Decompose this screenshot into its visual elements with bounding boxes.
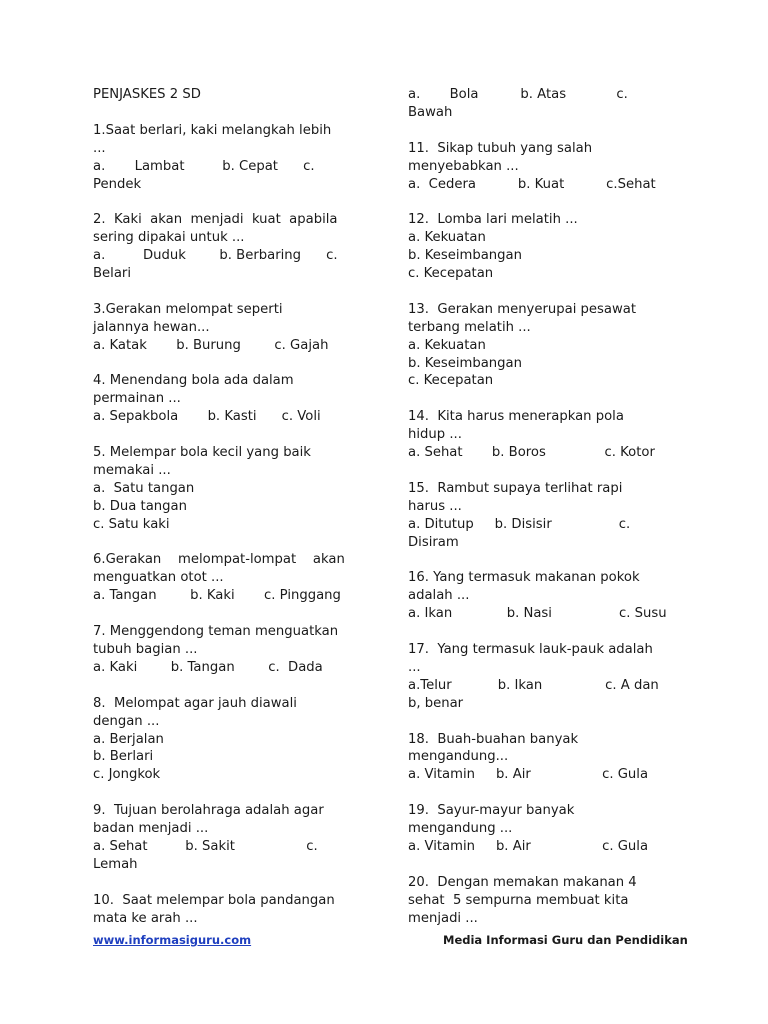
question-line: a. Ikan b. Nasi c. Susu [408, 606, 667, 622]
question-line: permainan ... [93, 391, 181, 407]
question-line: 7. Menggendong teman menguatkan [93, 624, 339, 640]
question-line: ... [408, 659, 421, 675]
question-line: badan menjadi ... [93, 821, 209, 837]
question-line: 19. Sayur-mayur banyak [408, 803, 575, 819]
question-line: 4. Menendang bola ada dalam [93, 373, 294, 389]
question-block [408, 569, 678, 623]
question-line: c. Kecepatan [408, 266, 494, 282]
left-column [93, 86, 363, 927]
question-line: 5. Melempar bola kecil yang baik [93, 445, 311, 461]
question-line: a. Lambat b. Cepat c. [93, 158, 315, 174]
question-line: a. Sehat b. Boros c. Kotor [408, 445, 655, 461]
question-line: b. Keseimbangan [408, 355, 522, 371]
question-line: menjadi ... [408, 910, 478, 926]
left-questions [93, 122, 363, 928]
question-line: 11. Sikap tubuh yang salah [408, 140, 593, 156]
question-line: a. Ditutup b. Disisir c. [408, 516, 631, 532]
question-line: a. Vitamin b. Air c. Gula [408, 838, 649, 854]
footer-tagline: Media Informasi Guru dan Pendidikan [443, 933, 688, 947]
question-block [408, 301, 678, 391]
question-line: a. Tangan b. Kaki c. Pinggang [93, 588, 341, 604]
question-line: a. Kaki b. Tangan c. Dada [93, 659, 323, 675]
question-line: terbang melatih ... [408, 319, 531, 335]
question-line: 15. Rambut supaya terlihat rapi [408, 480, 623, 496]
question-line: c. Jongkok [93, 767, 161, 783]
question-line: Lemah [93, 856, 138, 872]
right-questions [408, 86, 678, 927]
question-block [93, 695, 363, 785]
question-line: 6.Gerakan melompat-lompat akan [93, 552, 345, 568]
question-block [93, 623, 363, 677]
question-block [93, 372, 363, 426]
question-line: a. Duduk b. Berbaring c. [93, 248, 338, 264]
question-line: menyebabkan ... [408, 158, 519, 174]
question-line: a.Telur b. Ikan c. A dan [408, 677, 659, 693]
question-block [408, 211, 678, 283]
question-line: 9. Tujuan berolahraga adalah agar [93, 803, 324, 819]
question-line: 18. Buah-buahan banyak [408, 731, 579, 747]
question-line: mata ke arah ... [93, 910, 198, 926]
question-block [93, 122, 363, 194]
question-line: tubuh bagian ... [93, 641, 198, 657]
question-line: sering dipakai untuk ... [93, 230, 245, 246]
question-line: 12. Lomba lari melatih ... [408, 212, 578, 228]
question-line: Pendek [93, 176, 142, 192]
question-line: Disiram [408, 534, 459, 550]
page-title: PENJASKES 2 SD [93, 87, 201, 102]
question-line: mengandung... [408, 749, 509, 765]
question-block [408, 140, 678, 194]
question-line: jalannya hewan... [93, 319, 210, 335]
question-block [93, 211, 363, 283]
question-line: hidup ... [408, 427, 462, 443]
question-line: b. Dua tangan [93, 498, 187, 514]
question-line: 14. Kita harus menerapkan pola [408, 409, 624, 425]
question-line: 8. Melompat agar jauh diawali [93, 695, 297, 711]
question-line: harus ... [408, 498, 462, 514]
question-line: Bawah [408, 104, 453, 120]
question-line: a. Vitamin b. Air c. Gula [408, 767, 649, 783]
question-block [408, 408, 678, 462]
question-line: a. Cedera b. Kuat c.Sehat [408, 176, 656, 192]
question-block [408, 731, 678, 785]
question-block [408, 480, 678, 552]
question-line: 2. Kaki akan menjadi kuat apabila [93, 212, 338, 228]
question-line: a. Kekuatan [408, 337, 486, 353]
question-block [93, 301, 363, 355]
question-line: sehat 5 sempurna membuat kita [408, 892, 629, 908]
question-block [93, 551, 363, 605]
question-line: 13. Gerakan menyerupai pesawat [408, 301, 637, 317]
question-line: a. Sehat b. Sakit c. [93, 838, 318, 854]
question-block [93, 802, 363, 874]
question-line: Belari [93, 266, 131, 282]
question-line: 17. Yang termasuk lauk-pauk adalah [408, 641, 653, 657]
question-line: a. Sepakbola b. Kasti c. Voli [93, 409, 321, 425]
question-line: menguatkan otot ... [93, 570, 224, 586]
question-line: c. Kecepatan [408, 373, 494, 389]
question-block [93, 444, 363, 534]
question-block [93, 892, 363, 928]
question-block [408, 802, 678, 856]
question-line: a. Katak b. Burung c. Gajah [93, 337, 329, 353]
question-line: c. Satu kaki [93, 516, 170, 532]
question-line: a. Berjalan [93, 731, 164, 747]
question-line: b. Keseimbangan [408, 248, 522, 264]
question-line: 16. Yang termasuk makanan pokok [408, 570, 640, 586]
question-line: 1.Saat berlari, kaki melangkah lebih [93, 122, 332, 138]
question-line: 20. Dengan memakan makanan 4 [408, 874, 637, 890]
question-line: a. Satu tangan [93, 480, 195, 496]
right-column [408, 86, 678, 927]
question-block [408, 641, 678, 713]
question-line: mengandung ... [408, 821, 513, 837]
question-line: a. Kekuatan [408, 230, 486, 246]
footer-link[interactable]: www.informasiguru.com [93, 933, 252, 947]
question-line: a. Bola b. Atas c. [408, 87, 628, 102]
question-line: 3.Gerakan melompat seperti [93, 301, 283, 317]
question-line: ... [93, 140, 106, 156]
question-block [408, 874, 678, 928]
question-line: adalah ... [408, 588, 470, 604]
question-line: dengan ... [93, 713, 160, 729]
question-line: b, benar [408, 695, 464, 711]
question-line: memakai ... [93, 462, 171, 478]
question-line: 10. Saat melempar bola pandangan [93, 892, 335, 908]
question-block [408, 86, 678, 122]
question-line: b. Berlari [93, 749, 154, 765]
